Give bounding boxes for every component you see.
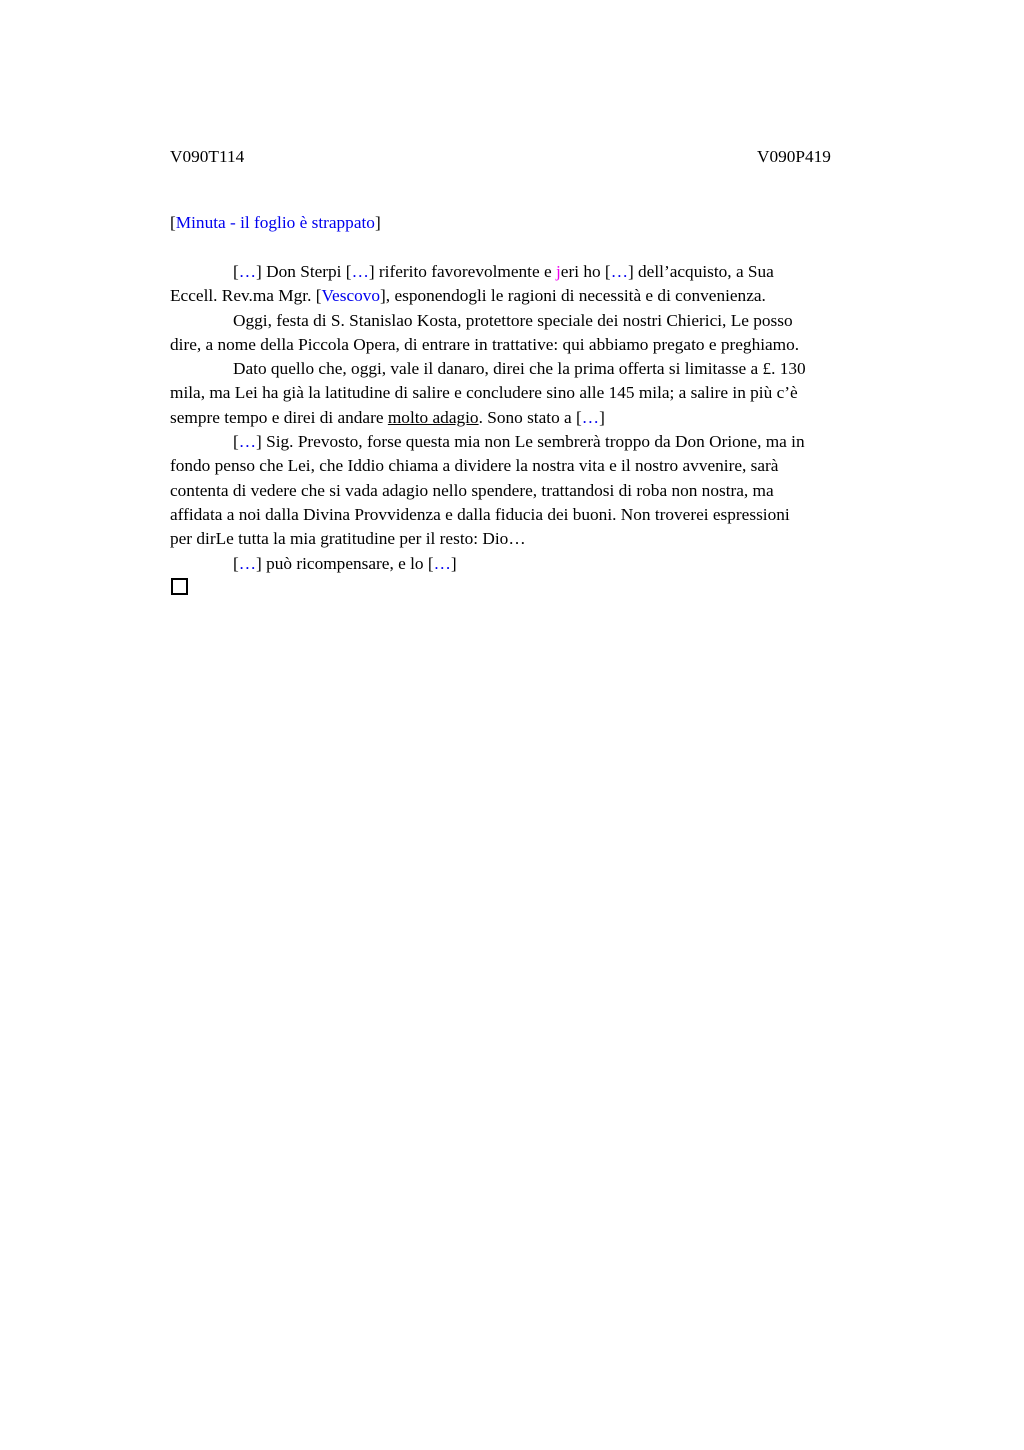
text-run: ] bbox=[450, 553, 457, 573]
text-line bbox=[170, 357, 950, 381]
text-line bbox=[170, 260, 950, 284]
text-run: per dirLe tutta la mia gratitudine per il resto: Dio… bbox=[170, 529, 526, 549]
text-run: dire, a nome della Piccola Opera, di entrare in trattative: qui abbiamo pregato e preghiamo. bbox=[170, 334, 800, 354]
text-run: … bbox=[238, 432, 257, 452]
text-run: sempre tempo e direi di andare bbox=[170, 407, 388, 427]
text-run: … bbox=[238, 553, 257, 573]
letter-body bbox=[170, 260, 950, 576]
text-run: contenta di vedere che si vada adagio nello spendere, trattandosi di roba non nostra, ma bbox=[170, 480, 774, 500]
doc-code-right: V090P419 bbox=[757, 147, 831, 166]
text-run: mila, ma Lei ha già la latitudine di salire e concludere sino alle 145 mila; a salire in più c’è bbox=[170, 383, 798, 403]
square-marker-row bbox=[171, 578, 188, 600]
text-run: … bbox=[351, 262, 369, 281]
text-run: ] dell’acquisto, a Sua bbox=[627, 262, 774, 281]
text-line bbox=[170, 527, 950, 551]
text-run: fondo penso che Lei, che Iddio chiama a dividere la nostra vita e il nostro avvenire, sarà bbox=[170, 456, 779, 476]
text-run: affidata a noi dalla Divina Provvidenza e dalla fiducia dei buoni. Non troverei espressioni bbox=[170, 504, 790, 524]
text-run: Oggi, festa di S. Stanislao Kosta, protettore speciale dei nostri Chierici, Le posso bbox=[233, 310, 793, 330]
text-line bbox=[170, 406, 950, 430]
text-run: ] riferito favorevolmente e bbox=[368, 262, 556, 281]
text-line bbox=[170, 430, 950, 454]
text-run: … bbox=[433, 553, 451, 573]
text-run: ], esponendogli le ragioni di necessità e di convenienza. bbox=[380, 286, 766, 306]
text-line bbox=[170, 381, 950, 405]
empty-square-marker bbox=[171, 578, 188, 595]
text-run: Vescovo bbox=[321, 286, 381, 306]
note-annotation-line bbox=[170, 213, 381, 233]
text-run: ] può ricompensare, e lo [ bbox=[256, 553, 434, 573]
text-run: … bbox=[581, 407, 600, 427]
text-run: … bbox=[238, 262, 257, 281]
text-run: j bbox=[555, 262, 561, 281]
text-run: . Sono stato a [ bbox=[478, 407, 582, 427]
text-line bbox=[170, 309, 950, 333]
doc-code-left: V090T114 bbox=[170, 147, 245, 166]
text-run: … bbox=[610, 262, 628, 281]
text-line bbox=[170, 503, 950, 527]
text-run: ] Sig. Prevosto, forse questa mia non Le sembrerà troppo da Don Orione, ma in bbox=[256, 432, 805, 452]
text-run: [ bbox=[233, 432, 239, 452]
text-line bbox=[170, 454, 950, 478]
text-run: [ bbox=[170, 213, 176, 232]
text-run: ] bbox=[374, 213, 381, 232]
text-line bbox=[170, 284, 950, 308]
text-line bbox=[170, 333, 950, 357]
text-line bbox=[170, 479, 950, 503]
text-run: Eccell. Rev.ma Mgr. [ bbox=[170, 286, 322, 306]
text-run: [ bbox=[233, 553, 239, 573]
document-header bbox=[170, 147, 916, 169]
text-run: ] bbox=[599, 407, 605, 427]
text-run: Minuta - il foglio è strappato bbox=[175, 213, 375, 232]
text-run: eri ho [ bbox=[560, 262, 611, 281]
text-run: Dato quello che, oggi, vale il danaro, direi che la prima offerta si limitasse a £. 130 bbox=[233, 359, 806, 379]
text-run: ] Don Sterpi [ bbox=[256, 262, 352, 281]
text-run: [ bbox=[233, 262, 239, 281]
text-run: molto adagio bbox=[387, 407, 479, 427]
text-line bbox=[170, 552, 950, 576]
